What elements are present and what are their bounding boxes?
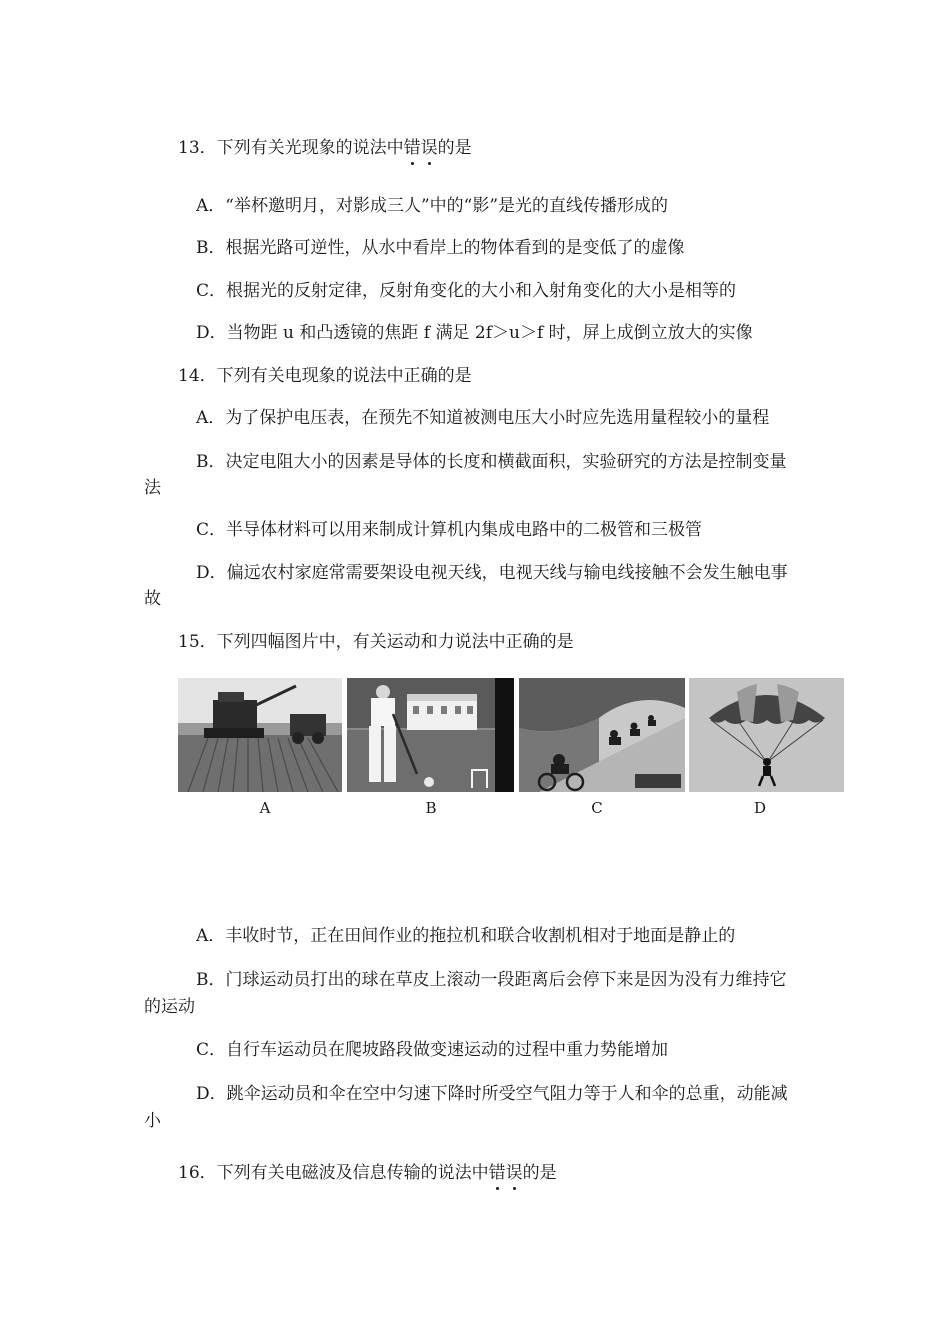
- q13-stem-end: 的是: [437, 138, 472, 158]
- q13-emphasis-char-2: 误: [420, 138, 438, 158]
- q13-emphasis-char-1: 错: [403, 138, 421, 158]
- q15-stem: 15．下列四幅图片中，有关运动和力说法中正确的是: [178, 632, 574, 652]
- q16-stem: [178, 1162, 557, 1184]
- photo-croquet-player: [347, 678, 514, 792]
- q15-option-d-line2: 小: [144, 1111, 161, 1131]
- q14-option-c: C．半导体材料可以用来制成计算机内集成电路中的二极管和三极管: [196, 520, 703, 540]
- photo-cyclists: [519, 678, 685, 792]
- q15-option-c: C．自行车运动员在爬坡路段做变速运动的过程中重力势能增加: [196, 1040, 669, 1060]
- q16-emphasis-char-1: 错: [488, 1163, 506, 1183]
- photo-caption-c: C: [591, 799, 603, 817]
- q14-option-d-line2: 故: [144, 589, 161, 609]
- q14-stem: 14．下列有关电现象的说法中正确的是: [178, 366, 472, 386]
- q15-option-b-line1: B．门球运动员打出的球在草皮上滚动一段距离后会停下来是因为没有力维持它: [196, 970, 787, 990]
- q15-option-d-line1: D．跳伞运动员和伞在空中匀速下降时所受空气阻力等于人和伞的总重，动能减: [196, 1084, 788, 1104]
- photo-caption-b: B: [425, 799, 437, 817]
- q13-stem: [178, 137, 472, 159]
- q14-option-b-line1: B．决定电阻大小的因素是导体的长度和横截面积，实验研究的方法是控制变量: [196, 452, 787, 472]
- q13-number: 13．: [178, 138, 217, 158]
- q15-option-a: A．丰收时节，正在田间作业的拖拉机和联合收割机相对于地面是静止的: [196, 926, 736, 946]
- q13-option-a: A．“举杯邀明月，对影成三人”中的“影”是光的直线传播形成的: [196, 196, 669, 216]
- q13-option-b: B．根据光路可逆性，从水中看岸上的物体看到的是变低了的虚像: [196, 238, 685, 258]
- q16-stem-text: 下列有关电磁波及信息传输的说法中: [216, 1163, 489, 1183]
- q13-stem-text: 下列有关光现象的说法中: [216, 138, 404, 158]
- q16-number: 16．: [178, 1163, 217, 1183]
- photo-parachutist: [689, 678, 844, 792]
- q14-option-b-line2: 法: [144, 478, 161, 498]
- q15-option-b-line2: 的运动: [144, 997, 195, 1017]
- q16-emphasis-char-2: 误: [505, 1163, 523, 1183]
- q14-option-d-line1: D．偏远农村家庭常需要架设电视天线，电视天线与输电线接触不会发生触电事: [196, 563, 788, 583]
- photo-harvester: [178, 678, 342, 792]
- q14-option-a: A．为了保护电压表，在预先不知道被测电压大小时应先选用量程较小的量程: [196, 408, 770, 428]
- q13-option-d: D．当物距 u 和凸透镜的焦距 f 满足 2f＞u＞f 时，屏上成倒立放大的实像: [196, 323, 753, 343]
- q16-stem-end: 的是: [522, 1163, 557, 1183]
- photo-caption-d: D: [753, 799, 767, 817]
- q13-option-c: C．根据光的反射定律，反射角变化的大小和入射角变化的大小是相等的: [196, 281, 737, 301]
- photo-caption-a: A: [259, 799, 271, 817]
